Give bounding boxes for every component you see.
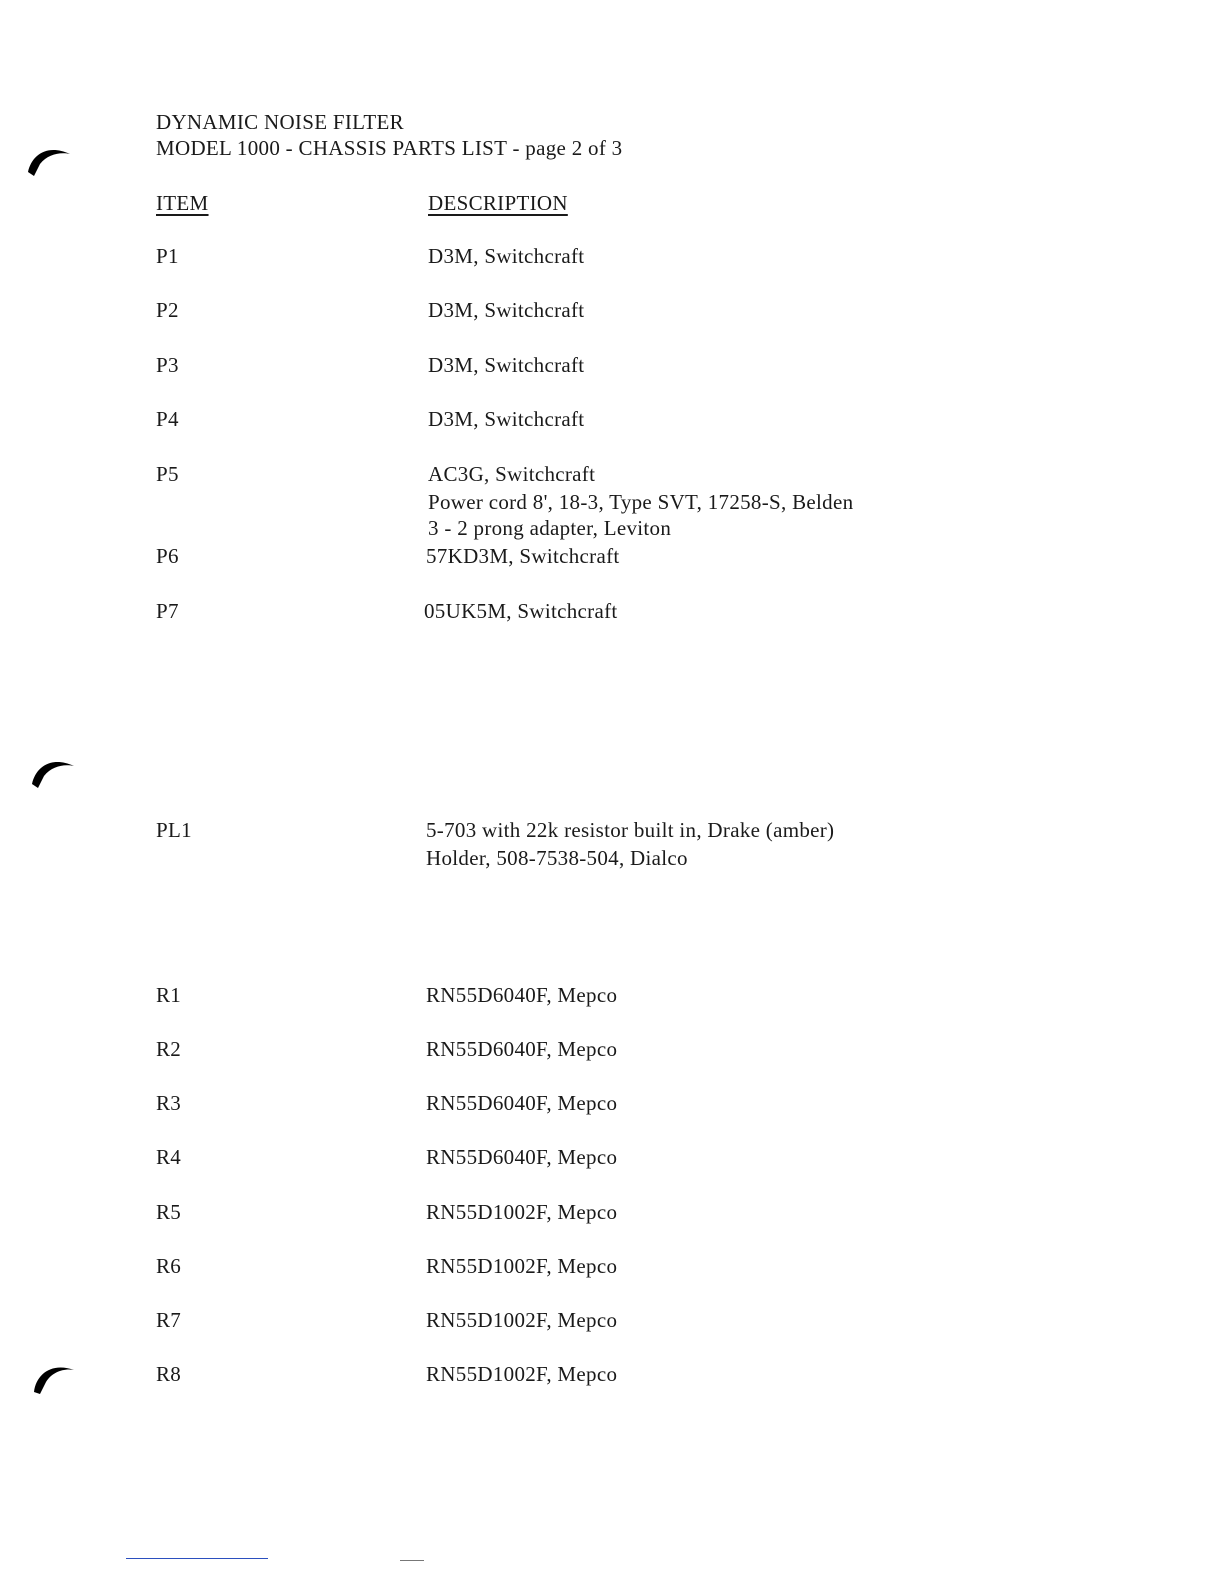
row-item: P4 (156, 407, 179, 431)
row-description: RN55D6040F, Mepco (426, 1037, 618, 1061)
row-description: RN55D6040F, Mepco (426, 1145, 618, 1169)
row-item: P3 (156, 353, 179, 377)
row-item: R4 (156, 1145, 182, 1169)
row-description: Holder, 508-7538-504, Dialco (426, 846, 688, 870)
row-item: R7 (156, 1308, 182, 1332)
row-item: P2 (156, 298, 179, 322)
row-description: D3M, Switchcraft (428, 244, 585, 268)
row-description: 05UK5M, Switchcraft (424, 599, 618, 623)
row-description: RN55D1002F, Mepco (426, 1254, 618, 1278)
scan-artifact-line (126, 1558, 268, 1559)
row-description: RN55D1002F, Mepco (426, 1200, 618, 1224)
row-description: RN55D6040F, Mepco (426, 1091, 618, 1115)
column-header-description: DESCRIPTION (428, 191, 568, 215)
scan-artifact-line (400, 1560, 424, 1561)
row-description: D3M, Switchcraft (428, 353, 585, 377)
row-description: RN55D1002F, Mepco (426, 1362, 618, 1386)
row-item: P5 (156, 462, 179, 486)
row-item: P6 (156, 544, 179, 568)
punch-hole-mark (26, 142, 72, 178)
row-item: R1 (156, 983, 182, 1007)
row-description: 57KD3M, Switchcraft (426, 544, 620, 568)
row-item: R5 (156, 1200, 182, 1224)
punch-hole-mark (30, 754, 76, 790)
column-header-item: ITEM (156, 191, 209, 215)
document-subtitle: MODEL 1000 - CHASSIS PARTS LIST - page 2 of 3 (156, 136, 623, 160)
row-item: P1 (156, 244, 179, 268)
row-description: AC3G, Switchcraft (428, 462, 596, 486)
document-title: DYNAMIC NOISE FILTER (156, 110, 404, 134)
row-description: RN55D1002F, Mepco (426, 1308, 618, 1332)
row-item: R8 (156, 1362, 182, 1386)
row-description: Power cord 8', 18-3, Type SVT, 17258-S, Belden (428, 490, 854, 514)
row-item: R6 (156, 1254, 182, 1278)
row-description: 3 - 2 prong adapter, Leviton (428, 516, 672, 540)
row-item: PL1 (156, 818, 192, 842)
punch-hole-mark (32, 1360, 78, 1396)
row-item: R3 (156, 1091, 182, 1115)
row-item: P7 (156, 599, 179, 623)
row-item: R2 (156, 1037, 182, 1061)
row-description: 5-703 with 22k resistor built in, Drake (amber) (426, 818, 835, 842)
row-description: RN55D6040F, Mepco (426, 983, 618, 1007)
row-description: D3M, Switchcraft (428, 407, 585, 431)
row-description: D3M, Switchcraft (428, 298, 585, 322)
